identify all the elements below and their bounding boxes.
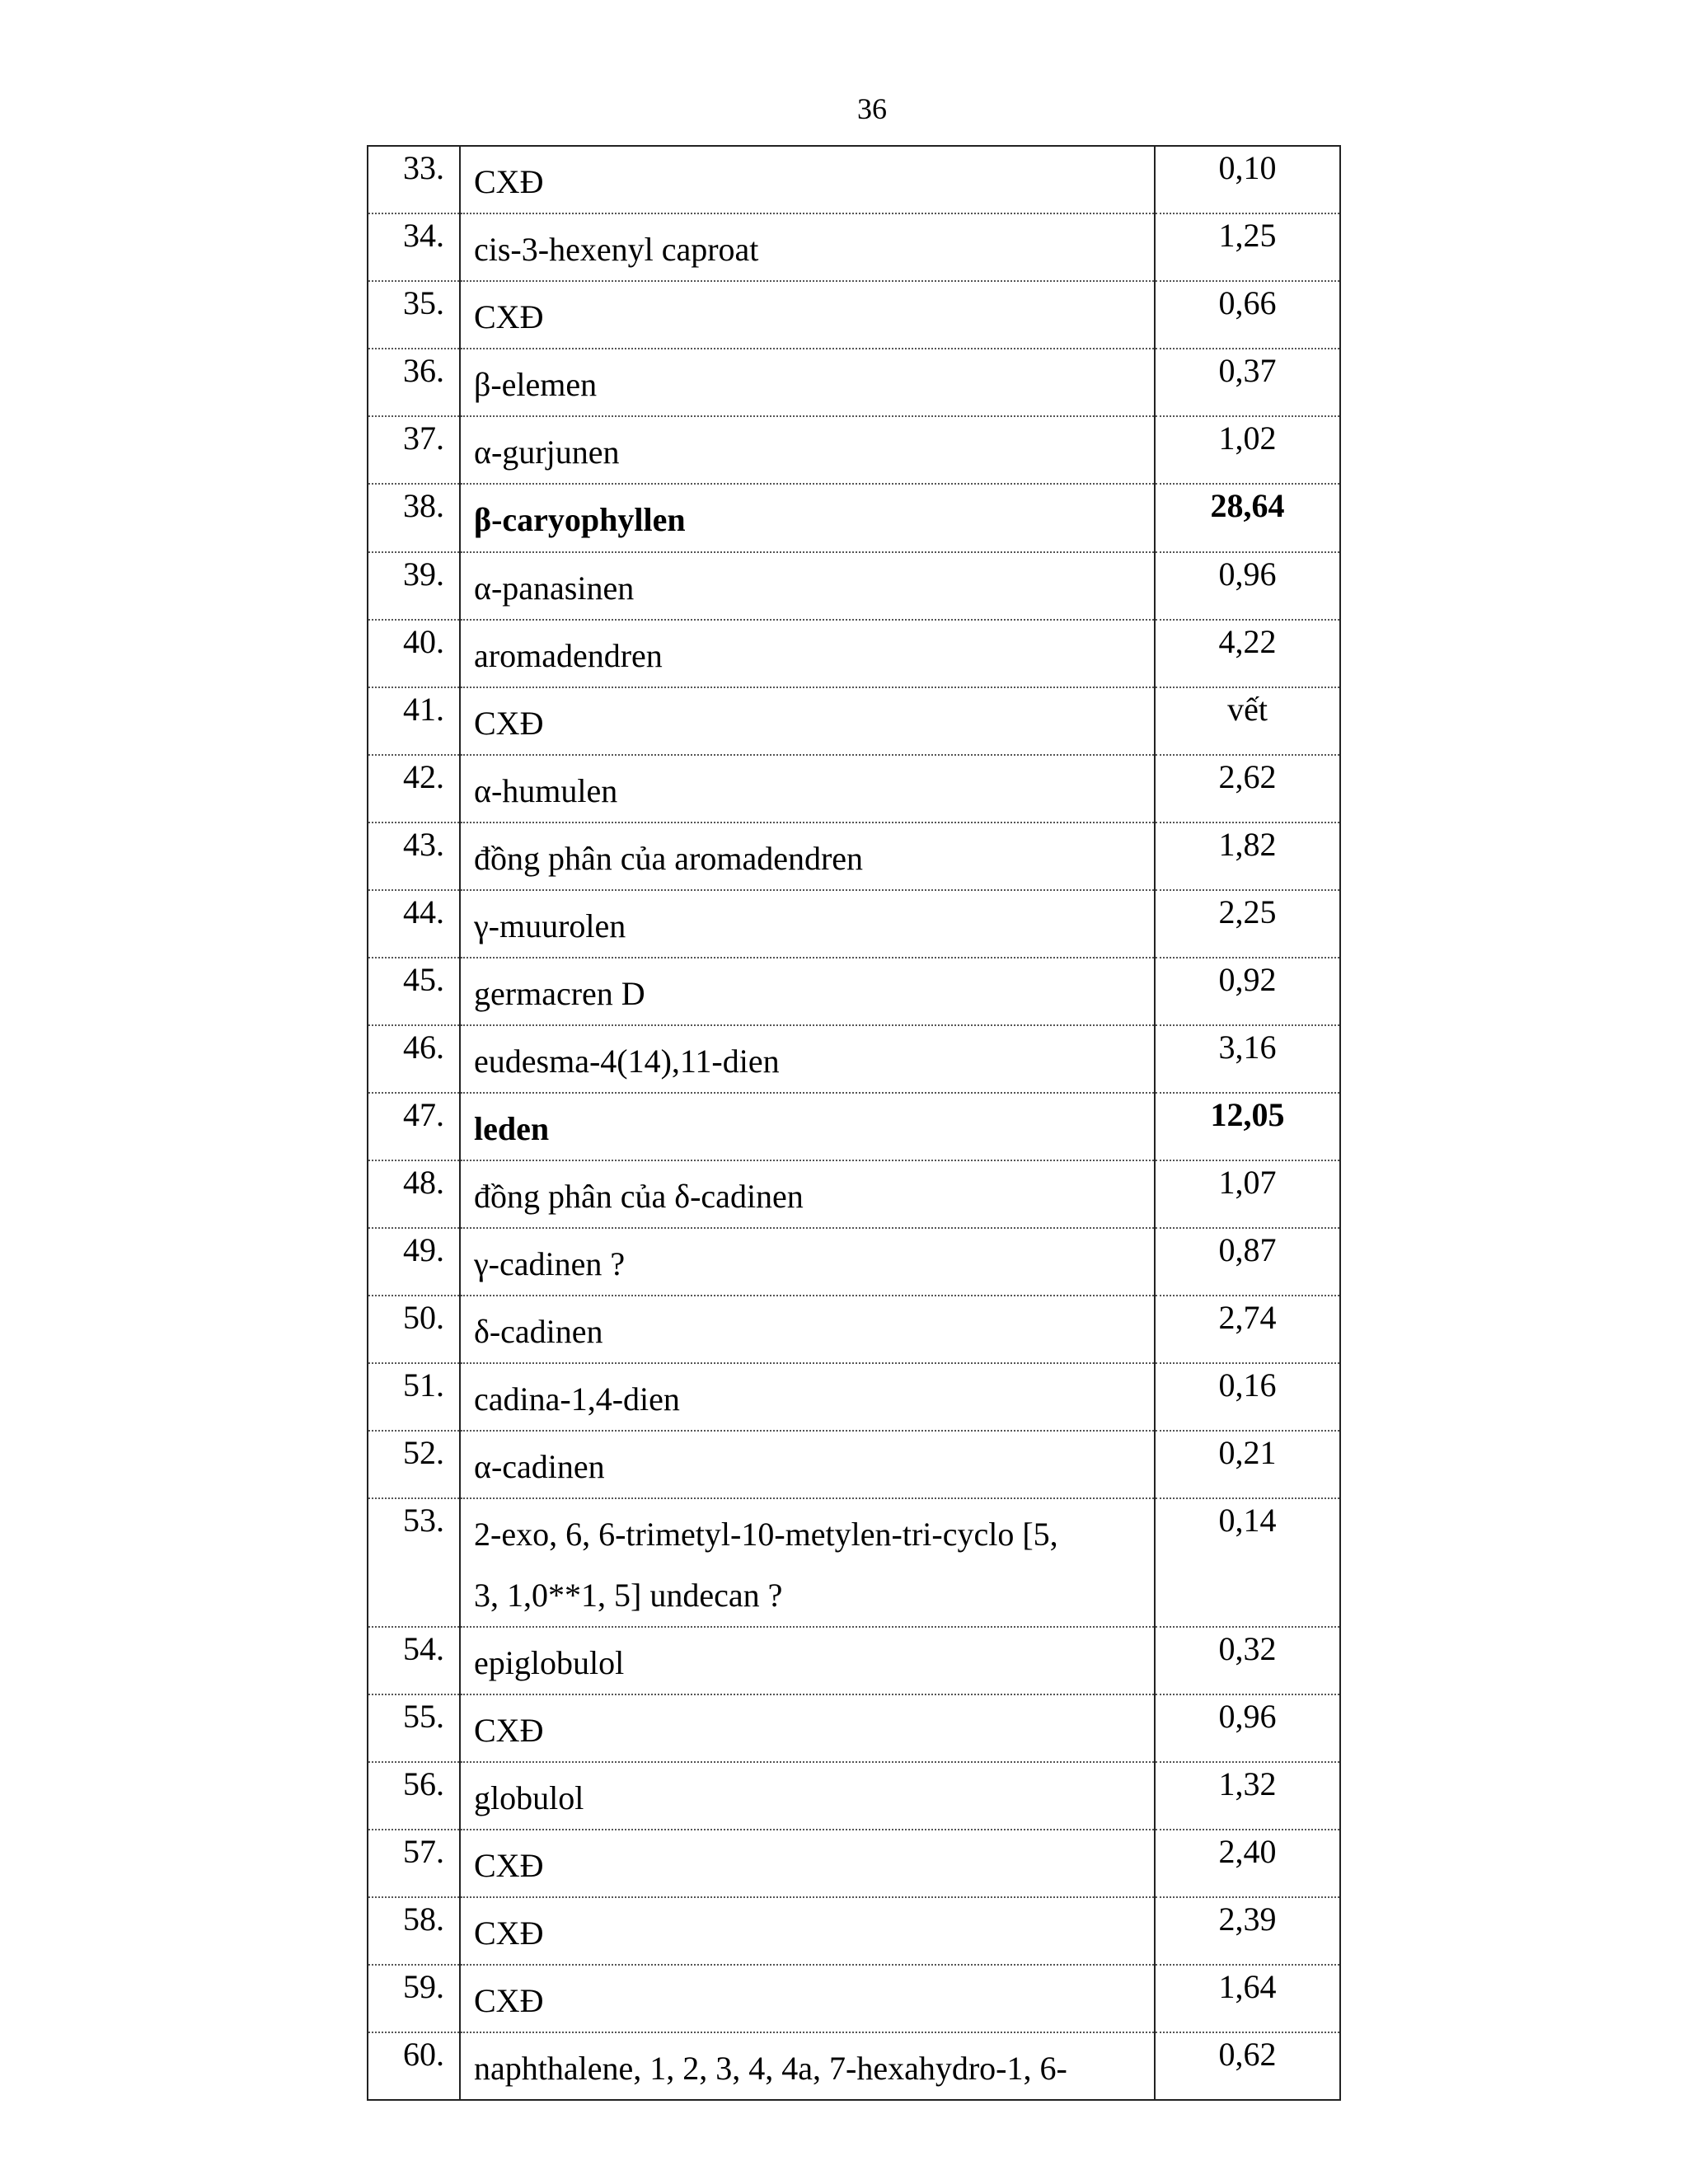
row-number: 56. xyxy=(368,1762,460,1830)
compound-percentage: 0,16 xyxy=(1155,1363,1340,1431)
table-row xyxy=(368,1965,1340,2032)
compound-name-line: γ-muurolen xyxy=(474,907,626,944)
compound-name xyxy=(460,416,1155,484)
row-number: 41. xyxy=(368,687,460,755)
compound-name xyxy=(460,1627,1155,1694)
table-row xyxy=(368,484,1340,552)
compound-name-line: cadina-1,4-dien xyxy=(474,1380,680,1418)
compound-name xyxy=(460,890,1155,958)
row-number: 54. xyxy=(368,1627,460,1694)
table-row xyxy=(368,958,1340,1025)
compound-name xyxy=(460,1762,1155,1830)
compound-percentage: 0,14 xyxy=(1155,1498,1340,1627)
compound-name xyxy=(460,552,1155,620)
compound-name-line: 2-exo, 6, 6-trimetyl-10-metylen-tri-cyclo [5, xyxy=(474,1516,1058,1553)
compound-percentage: 3,16 xyxy=(1155,1025,1340,1093)
table-row xyxy=(368,1296,1340,1363)
row-number: 48. xyxy=(368,1160,460,1228)
compound-percentage: 2,62 xyxy=(1155,755,1340,823)
compound-percentage: 2,40 xyxy=(1155,1830,1340,1897)
compound-name xyxy=(460,1296,1155,1363)
compound-name-line: α-gurjunen xyxy=(474,434,620,471)
row-number: 49. xyxy=(368,1228,460,1296)
row-number: 39. xyxy=(368,552,460,620)
table-row xyxy=(368,823,1340,890)
table-row xyxy=(368,213,1340,281)
compound-name xyxy=(460,620,1155,687)
compound-name-line: CXĐ xyxy=(474,1915,544,1952)
compound-name xyxy=(460,1431,1155,1498)
compound-percentage: 0,37 xyxy=(1155,349,1340,416)
compound-name-line: CXĐ xyxy=(474,705,544,742)
compound-name-line: α-humulen xyxy=(474,772,618,809)
compound-name xyxy=(460,1025,1155,1093)
row-number: 45. xyxy=(368,958,460,1025)
compound-name xyxy=(460,823,1155,890)
row-number: 42. xyxy=(368,755,460,823)
compound-name xyxy=(460,1830,1155,1897)
compound-name-line: cis-3-hexenyl caproat xyxy=(474,231,759,268)
row-number: 52. xyxy=(368,1431,460,1498)
table-row xyxy=(368,1228,1340,1296)
table-row xyxy=(368,890,1340,958)
table-row xyxy=(368,416,1340,484)
compound-name xyxy=(460,484,1155,552)
row-number: 34. xyxy=(368,213,460,281)
compound-percentage: 1,64 xyxy=(1155,1965,1340,2032)
compound-percentage: 2,25 xyxy=(1155,890,1340,958)
compound-name-line: epiglobulol xyxy=(474,1644,625,1681)
compound-percentage: 0,21 xyxy=(1155,1431,1340,1498)
compound-name-line: β-caryophyllen xyxy=(474,501,686,538)
compound-percentage: 0,32 xyxy=(1155,1627,1340,1694)
compound-percentage: 1,07 xyxy=(1155,1160,1340,1228)
compound-name xyxy=(460,1498,1155,1627)
page-number: 36 xyxy=(857,92,887,125)
compound-percentage: vết xyxy=(1155,687,1340,755)
compound-percentage: 0,96 xyxy=(1155,552,1340,620)
compound-percentage: 2,39 xyxy=(1155,1897,1340,1965)
row-number: 38. xyxy=(368,484,460,552)
compound-name xyxy=(460,281,1155,349)
row-number: 36. xyxy=(368,349,460,416)
row-number: 60. xyxy=(368,2032,460,2100)
table-row xyxy=(368,1160,1340,1228)
table-row xyxy=(368,1694,1340,1762)
compound-name xyxy=(460,958,1155,1025)
table-row xyxy=(368,755,1340,823)
compound-name-line: đồng phân của δ-cadinen xyxy=(474,1178,804,1215)
compound-name xyxy=(460,1965,1155,2032)
compound-name-line: α-panasinen xyxy=(474,569,635,607)
table-row xyxy=(368,1431,1340,1498)
table-row xyxy=(368,349,1340,416)
row-number: 58. xyxy=(368,1897,460,1965)
compound-name-line: CXĐ xyxy=(474,298,544,335)
compound-percentage: 4,22 xyxy=(1155,620,1340,687)
compound-table xyxy=(367,145,1339,2101)
table-row xyxy=(368,1897,1340,1965)
compound-name xyxy=(460,146,1155,213)
compound-name-line: eudesma-4(14),11-dien xyxy=(474,1043,780,1080)
table-row xyxy=(368,146,1340,213)
compound-name-line: naphthalene, 1, 2, 3, 4, 4a, 7-hexahydro-1, 6- xyxy=(474,2050,1067,2087)
table-row xyxy=(368,687,1340,755)
compound-name-line: δ-cadinen xyxy=(474,1313,603,1350)
compound-name-line: aromadendren xyxy=(474,637,663,674)
compound-percentage: 0,87 xyxy=(1155,1228,1340,1296)
compound-percentage: 28,64 xyxy=(1155,484,1340,552)
row-number: 53. xyxy=(368,1498,460,1627)
row-number: 50. xyxy=(368,1296,460,1363)
compound-percentage: 0,66 xyxy=(1155,281,1340,349)
compound-name xyxy=(460,1694,1155,1762)
compound-table-grid xyxy=(367,145,1341,2101)
table-row xyxy=(368,1830,1340,1897)
compound-name xyxy=(460,755,1155,823)
compound-name xyxy=(460,213,1155,281)
table-body xyxy=(368,146,1340,2100)
compound-name xyxy=(460,1363,1155,1431)
table-row xyxy=(368,1498,1340,1627)
row-number: 46. xyxy=(368,1025,460,1093)
compound-percentage: 1,02 xyxy=(1155,416,1340,484)
compound-percentage: 1,32 xyxy=(1155,1762,1340,1830)
compound-percentage: 0,62 xyxy=(1155,2032,1340,2100)
compound-percentage: 0,92 xyxy=(1155,958,1340,1025)
row-number: 33. xyxy=(368,146,460,213)
table-row xyxy=(368,2032,1340,2100)
table-row xyxy=(368,1025,1340,1093)
row-number: 43. xyxy=(368,823,460,890)
compound-name-line: CXĐ xyxy=(474,1712,544,1749)
row-number: 55. xyxy=(368,1694,460,1762)
compound-name-line: CXĐ xyxy=(474,163,544,200)
compound-name-line: β-elemen xyxy=(474,366,598,403)
compound-percentage: 0,96 xyxy=(1155,1694,1340,1762)
compound-percentage: 2,74 xyxy=(1155,1296,1340,1363)
table-row xyxy=(368,1363,1340,1431)
table-row xyxy=(368,1762,1340,1830)
table-row xyxy=(368,281,1340,349)
compound-name xyxy=(460,349,1155,416)
row-number: 57. xyxy=(368,1830,460,1897)
compound-percentage: 1,25 xyxy=(1155,213,1340,281)
compound-name-line: CXĐ xyxy=(474,1982,544,2019)
row-number: 37. xyxy=(368,416,460,484)
table-row xyxy=(368,620,1340,687)
compound-percentage: 1,82 xyxy=(1155,823,1340,890)
table-row xyxy=(368,552,1340,620)
row-number: 51. xyxy=(368,1363,460,1431)
row-number: 44. xyxy=(368,890,460,958)
compound-name-line: leden xyxy=(474,1110,550,1147)
compound-percentage: 0,10 xyxy=(1155,146,1340,213)
compound-name xyxy=(460,1160,1155,1228)
compound-name xyxy=(460,1897,1155,1965)
compound-name-line: CXĐ xyxy=(474,1847,544,1884)
table-row xyxy=(368,1627,1340,1694)
compound-name-line: đồng phân của aromadendren xyxy=(474,840,864,877)
compound-name-line: γ-cadinen ? xyxy=(474,1245,626,1282)
compound-name xyxy=(460,1093,1155,1160)
compound-name-line: globulol xyxy=(474,1779,584,1816)
compound-name-line: germacren D xyxy=(474,975,645,1012)
compound-name-line: 3, 1,0**1, 5] undecan ? xyxy=(474,1577,783,1614)
compound-percentage: 12,05 xyxy=(1155,1093,1340,1160)
row-number: 40. xyxy=(368,620,460,687)
table-row xyxy=(368,1093,1340,1160)
compound-name xyxy=(460,2032,1155,2100)
compound-name-line: α-cadinen xyxy=(474,1448,605,1485)
compound-name xyxy=(460,687,1155,755)
compound-name xyxy=(460,1228,1155,1296)
row-number: 35. xyxy=(368,281,460,349)
row-number: 47. xyxy=(368,1093,460,1160)
row-number: 59. xyxy=(368,1965,460,2032)
